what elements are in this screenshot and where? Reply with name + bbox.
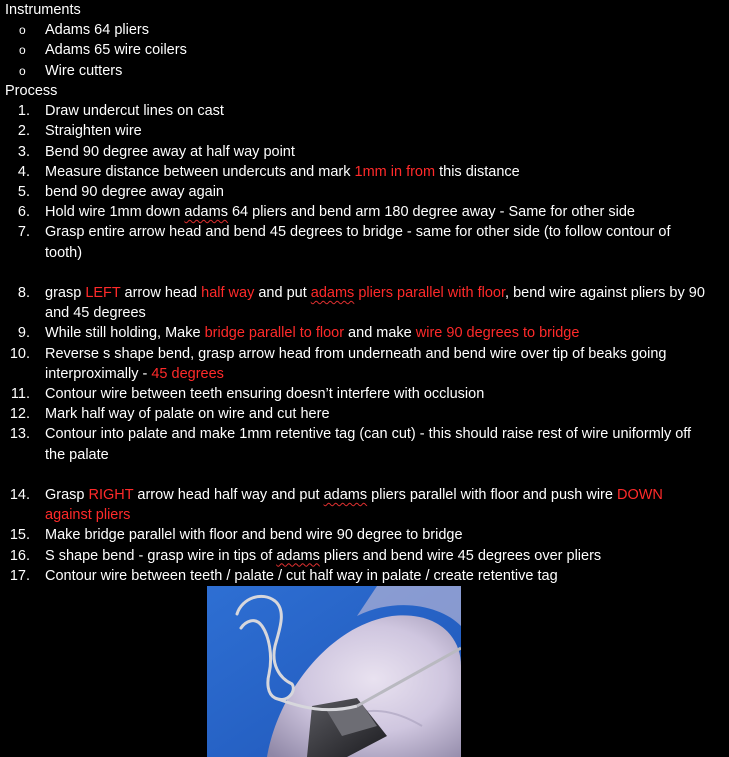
list-spacer (0, 263, 729, 283)
text-segment: While still holding, Make (45, 325, 205, 342)
step-text (45, 548, 601, 564)
text-segment: Contour wire between teeth / palate / cut half way in palate / create retentive tag (45, 567, 558, 584)
instruments-heading: Instruments (5, 2, 81, 18)
step-number: 4. (17, 163, 30, 180)
step-number: 8. (17, 284, 30, 301)
step-number: 6. (17, 204, 30, 221)
highlighted-text: LEFT (85, 284, 121, 301)
process-step (0, 222, 729, 262)
wire-bending-photo (207, 586, 461, 757)
text-segment: Grasp (45, 487, 89, 503)
step-number: 17. (9, 567, 30, 584)
step-number: 14. (9, 487, 30, 503)
text-segment: grasp (45, 284, 86, 301)
instrument-item (0, 20, 729, 40)
instrument-label: Adams 65 wire coilers (45, 42, 187, 59)
highlighted-text: pliers parallel with floor (354, 284, 506, 301)
instrument-item (0, 40, 729, 60)
process-step (0, 546, 729, 566)
text-segment: arrow head half way and put (133, 487, 324, 503)
step-text (45, 527, 463, 543)
process-step (0, 182, 729, 202)
step-text (45, 123, 142, 139)
step-text (45, 204, 635, 220)
step-text (45, 568, 558, 584)
step-text (45, 184, 224, 200)
instruments-list (0, 20, 729, 81)
process-step (0, 121, 729, 141)
instrument-item (0, 61, 729, 81)
step-number: 9. (17, 325, 30, 342)
step-text (45, 103, 224, 119)
text-segment: Measure distance between undercuts and mark (45, 163, 355, 180)
highlighted-text: DOWN against pliers (45, 487, 663, 524)
highlighted-text: bridge parallel to floor (204, 325, 345, 342)
text-segment: Reverse s shape bend, grasp arrow head from underneath and bend wire over tip of beaks going interproximally - (45, 345, 667, 382)
process-step (0, 202, 729, 222)
process-step (0, 283, 729, 323)
instrument-label: Adams 64 pliers (45, 22, 149, 38)
text-segment: adams (276, 547, 320, 564)
step-number: 1. (17, 103, 30, 120)
text-segment: Grasp entire arrow head and bend 45 degrees to bridge - same for other side (to follow contour of tooth) (45, 224, 671, 261)
process-step (0, 485, 729, 525)
text-segment: and put (254, 284, 311, 301)
process-step (0, 323, 729, 343)
step-text (45, 386, 484, 402)
text-segment: 64 pliers and bend arm 180 degree away - Same for other side (227, 204, 635, 221)
text-segment: adams (184, 204, 228, 221)
step-number: 16. (9, 547, 30, 564)
step-number: 13. (9, 426, 30, 443)
highlighted-text: half way (201, 284, 255, 301)
step-text (45, 487, 663, 523)
step-text (45, 164, 520, 180)
text-segment: bend 90 degree away again (45, 183, 224, 200)
step-text (45, 346, 666, 382)
step-number: 12. (9, 406, 30, 423)
text-segment: , bend wire against pliers by 90 and 45 degrees (45, 284, 705, 322)
step-number: 3. (17, 143, 30, 160)
text-segment: Bend 90 degree away at half way point (45, 143, 295, 160)
bullet-icon: o (19, 43, 26, 58)
text-segment: this distance (435, 163, 520, 180)
highlighted-text: wire 90 degrees to bridge (415, 325, 580, 342)
step-text (45, 144, 295, 160)
text-segment: S shape bend - grasp wire in tips of (45, 547, 277, 564)
process-step (0, 101, 729, 121)
text-segment: Contour into palate and make 1mm retentive tag (can cut) - this should raise rest of wire uniformly off the palate (45, 426, 692, 463)
step-number: 15. (9, 527, 30, 544)
step-number: 2. (17, 123, 30, 140)
process-step (0, 566, 729, 586)
process-step (0, 142, 729, 162)
step-text (45, 406, 330, 422)
text-segment: pliers parallel with floor and push wire (367, 487, 617, 503)
text-segment: Contour wire between teeth ensuring doesn’t interfere with occlusion (45, 386, 485, 402)
highlighted-text: adams (310, 284, 355, 301)
process-step (0, 384, 729, 404)
bullet-icon: o (19, 63, 26, 78)
process-step (0, 525, 729, 545)
bullet-icon: o (19, 23, 26, 37)
highlighted-text: RIGHT (88, 487, 134, 503)
text-segment: Mark half way of palate on wire and cut here (45, 406, 330, 423)
process-steps-list (0, 101, 729, 586)
process-step (0, 424, 729, 464)
step-number: 10. (9, 345, 30, 362)
text-segment: pliers and bend wire 45 degrees over pliers (319, 547, 602, 564)
process-step (0, 162, 729, 182)
step-text (45, 285, 705, 321)
process-heading: Process (5, 83, 58, 100)
text-segment: and make (344, 325, 416, 342)
text-segment: arrow head (120, 284, 202, 301)
text-segment: Hold wire 1mm down (45, 204, 185, 221)
highlighted-text: 1mm in from (354, 163, 436, 180)
list-spacer (0, 465, 729, 485)
highlighted-text: 45 degrees (151, 365, 224, 382)
process-step (0, 404, 729, 424)
step-text (45, 426, 691, 462)
pliers-wire-photo-image (207, 586, 461, 757)
text-segment: Straighten wire (45, 123, 142, 140)
step-number: 11. (10, 386, 30, 402)
text-segment: Draw undercut lines on cast (45, 103, 224, 120)
text-segment: adams (323, 487, 368, 503)
instrument-label: Wire cutters (45, 62, 123, 79)
step-text (45, 325, 579, 341)
step-text (45, 224, 670, 260)
step-number: 5. (17, 183, 30, 200)
step-number: 7. (17, 224, 30, 241)
process-step (0, 344, 729, 384)
text-segment: Make bridge parallel with floor and bend wire 90 degree to bridge (45, 527, 463, 544)
